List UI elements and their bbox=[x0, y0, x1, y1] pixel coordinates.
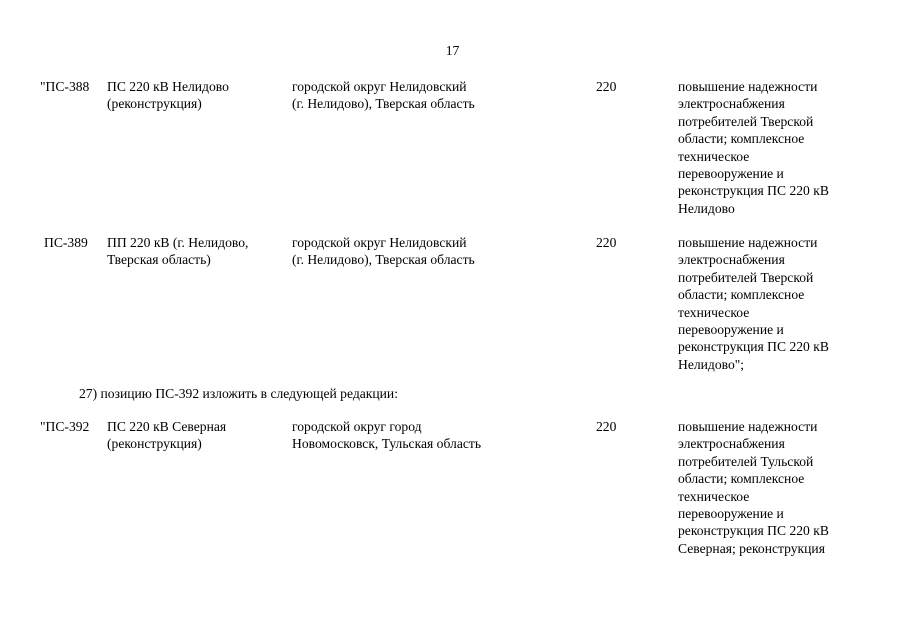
object-location: городской округ Нелидовский (г. Нелидово), Тверская область bbox=[292, 235, 475, 268]
object-location: городской округ Нелидовский (г. Нелидово), Тверская область bbox=[292, 79, 475, 112]
object-code: "ПС-388 bbox=[40, 79, 90, 94]
object-voltage: 220 bbox=[596, 419, 617, 434]
object-voltage: 220 bbox=[596, 235, 617, 250]
object-purpose: повышение надежности электроснабжения потребителей Тверской области; комплексное техническое перевооружение и реконструкция ПС 220 кВ Нелидово"; bbox=[678, 235, 829, 372]
object-code: ПС-389 bbox=[44, 235, 88, 250]
object-code: "ПС-392 bbox=[40, 419, 90, 434]
object-name: ПС 220 кВ Нелидово (реконструкция) bbox=[107, 79, 229, 112]
object-voltage: 220 bbox=[596, 79, 617, 94]
object-purpose: повышение надежности электроснабжения потребителей Тверской области; комплексное техническое перевооружение и реконструкция ПС 220 кВ Нелидово bbox=[678, 79, 829, 216]
object-name: ПП 220 кВ (г. Нелидово, Тверская область) bbox=[107, 235, 249, 268]
amendment-instruction: 27) позицию ПС-392 изложить в следующей редакции: bbox=[79, 386, 398, 401]
object-location: городской округ город Новомосковск, Тульская область bbox=[292, 419, 482, 452]
object-purpose: повышение надежности электроснабжения потребителей Тульской области; комплексное техническое перевооружение и реконструкция ПС 220 кВ Северная; реконструкция bbox=[678, 419, 829, 556]
object-name: ПС 220 кВ Северная (реконструкция) bbox=[107, 419, 227, 452]
page-number: 17 bbox=[445, 43, 460, 58]
